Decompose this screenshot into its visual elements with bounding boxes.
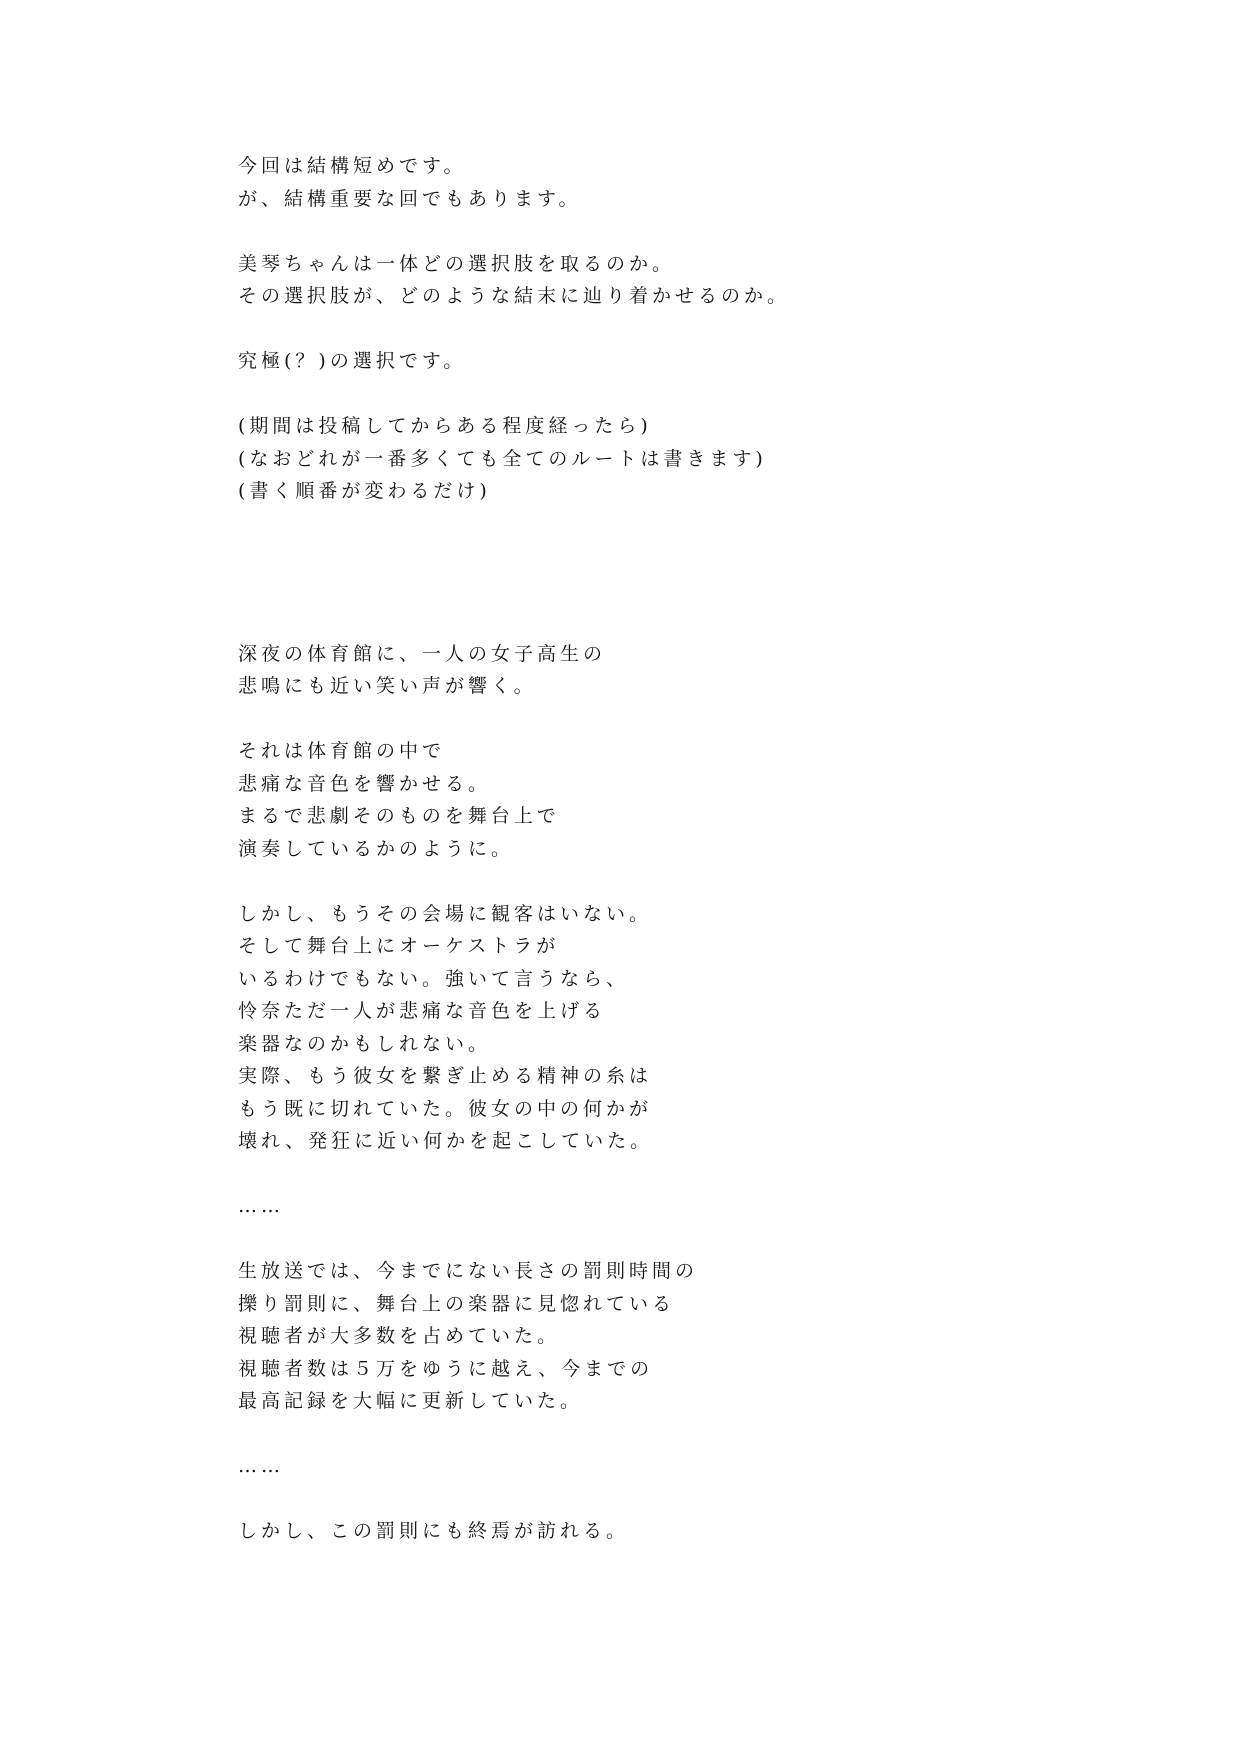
text-line: 今回は結構短めです。 bbox=[238, 155, 467, 177]
paragraph bbox=[238, 1450, 1058, 1483]
text-line: 生放送では、今までにない長さの罰則時間の bbox=[238, 1260, 699, 1282]
blank-line bbox=[238, 703, 1058, 736]
paragraph bbox=[238, 1255, 1058, 1418]
text-line: 視聴者が大多数を占めていた。 bbox=[238, 1325, 561, 1347]
text-line: 悲痛な音色を響かせる。 bbox=[238, 772, 492, 795]
blank-line bbox=[238, 378, 1058, 411]
text-line: 視聴者数は５万をゆうに越え、今までの bbox=[238, 1357, 654, 1380]
text-line: 楽器なのかもしれない。 bbox=[238, 1032, 492, 1055]
text-line: (期間は投稿してからある程度経ったら) bbox=[238, 415, 652, 437]
text-line: (なおどれが一番多くても全てのルートは書きます) bbox=[238, 447, 767, 470]
blank-line bbox=[238, 1483, 1058, 1516]
paragraph bbox=[238, 150, 1058, 215]
paragraph bbox=[238, 1190, 1058, 1223]
paragraph bbox=[238, 898, 1058, 1158]
text-line: 擽り罰則に、舞台上の楽器に見惚れている bbox=[238, 1292, 676, 1315]
text-line: 悲鳴にも近い笑い声が響く。 bbox=[238, 675, 537, 697]
paragraph bbox=[238, 248, 1058, 313]
blank-line bbox=[238, 313, 1058, 346]
text-line: 実際、もう彼女を繋ぎ止める精神の糸は bbox=[238, 1065, 653, 1087]
text-line: もう既に切れていた。彼女の中の何かが bbox=[238, 1097, 653, 1120]
ellipsis-line: …… bbox=[238, 1195, 284, 1217]
blank-line bbox=[238, 215, 1058, 248]
intro-section bbox=[238, 150, 1058, 508]
blank-line bbox=[238, 865, 1058, 898]
ellipsis-line: …… bbox=[238, 1455, 284, 1477]
text-line: 壊れ、発狂に近い何かを起こしていた。 bbox=[238, 1130, 654, 1152]
text-line: 最高記録を大幅に更新していた。 bbox=[238, 1390, 584, 1412]
blank-line bbox=[238, 1158, 1058, 1191]
paragraph bbox=[238, 638, 1058, 703]
blank-line bbox=[238, 1418, 1058, 1451]
paragraph bbox=[238, 410, 1058, 508]
text-line: しかし、もうその会場に観客はいない。 bbox=[238, 902, 653, 925]
text-body bbox=[238, 150, 1058, 1548]
text-line: 究極(？)の選択です。 bbox=[238, 350, 467, 372]
text-line: いるわけでもない。強いて言うなら、 bbox=[238, 967, 630, 990]
text-line: (書く順番が変わるだけ) bbox=[238, 480, 491, 502]
text-line: まるで悲劇そのものを舞台上で bbox=[238, 805, 560, 827]
text-line: 演奏しているかのように。 bbox=[238, 837, 515, 860]
paragraph bbox=[238, 735, 1058, 865]
paragraph bbox=[238, 1515, 1058, 1548]
text-line: 深夜の体育館に、一人の女子高生の bbox=[238, 642, 607, 665]
text-line: そして舞台上にオーケストラが bbox=[238, 935, 560, 957]
paragraph bbox=[238, 345, 1058, 378]
blank-line bbox=[238, 1223, 1058, 1256]
story-section bbox=[238, 638, 1058, 1548]
text-line: 美琴ちゃんは一体どの選択肢を取るのか。 bbox=[238, 252, 676, 275]
text-line: その選択肢が、どのような結末に辿り着かせるのか。 bbox=[238, 285, 791, 307]
section-gap bbox=[238, 508, 1058, 638]
text-line: しかし、この罰則にも終焉が訪れる。 bbox=[238, 1520, 630, 1542]
text-line: それは体育館の中で bbox=[238, 740, 446, 762]
text-line: 怜奈ただ一人が悲痛な音色を上げる bbox=[238, 1000, 607, 1022]
text-line: が、結構重要な回でもあります。 bbox=[238, 187, 582, 210]
